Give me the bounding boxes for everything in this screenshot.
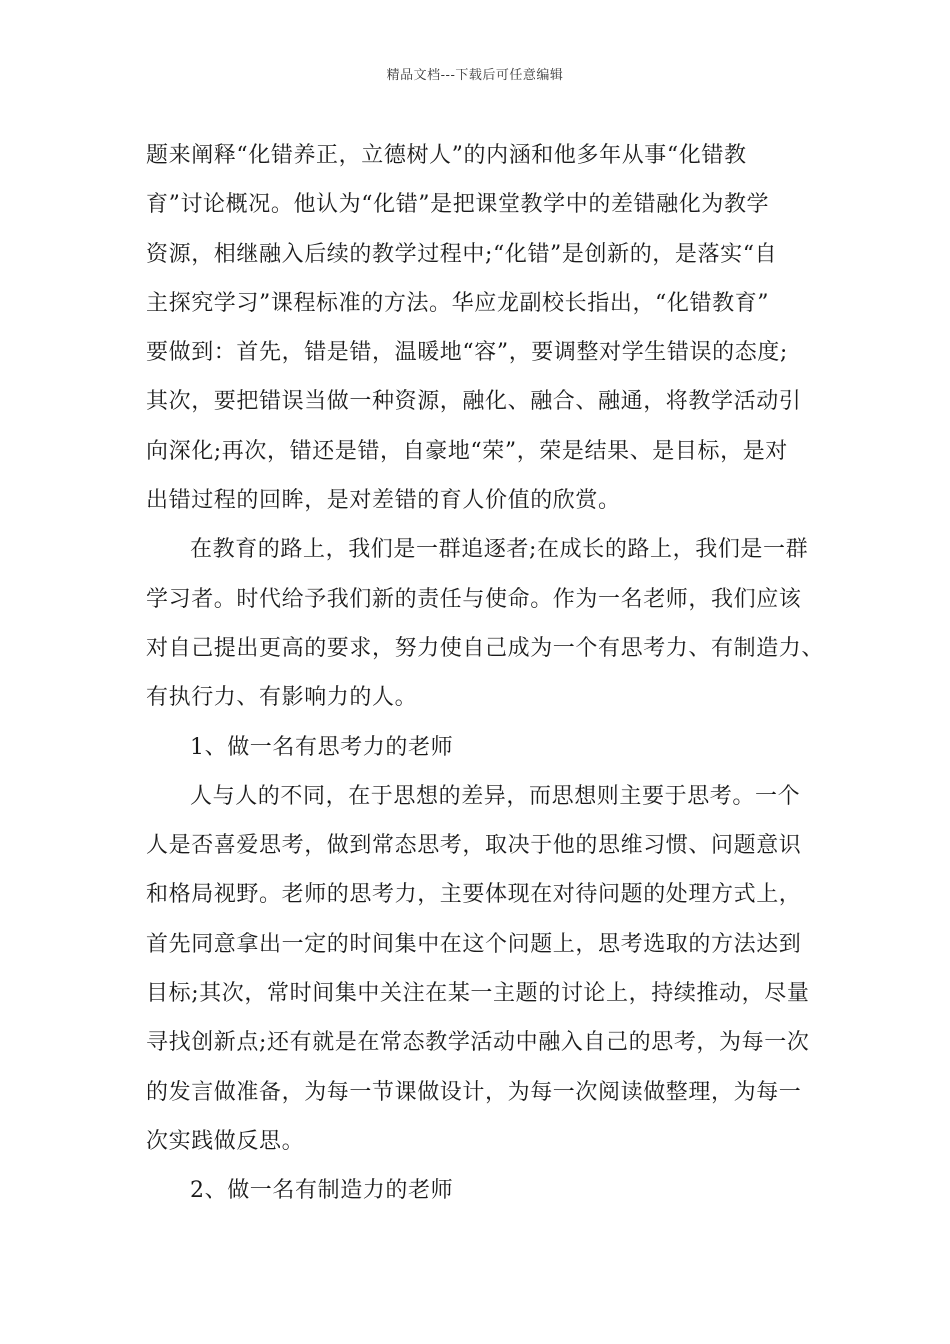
text-line: 寻找创新点;还有就是在常态教学活动中融入自己的思考，为每一次: [146, 1030, 810, 1056]
text-line: 对自己提出更高的要求，努力使自己成为一个有思考力、有制造力、: [146, 635, 825, 661]
text-line: 人是否喜爱思考，做到常态思考，取决于他的思维习惯、问题意识: [146, 833, 802, 859]
text-line: 有执行力、有影响力的人。: [146, 685, 418, 711]
text-line: 要做到：首先，错是错，温暖地“容”，要调整对学生错误的态度;: [146, 340, 788, 366]
text-line: 学习者。时代给予我们新的责任与使命。作为一名老师，我们应该: [146, 586, 802, 612]
text-line: 在教育的路上，我们是一群追逐者;在成长的路上，我们是一群: [190, 537, 809, 563]
page-header: 精品文档---下载后可任意编辑: [386, 68, 564, 83]
text-line: 的发言做准备，为每一节课做设计，为每一次阅读做整理，为每一: [146, 1079, 802, 1105]
text-line: 出错过程的回眸，是对差错的育人价值的欣赏。: [146, 488, 621, 514]
text-line: 其次，要把错误当做一种资源，融化、融合、融通，将教学活动引: [146, 389, 802, 415]
text-line: 和格局视野。老师的思考力，主要体现在对待问题的处理方式上，: [146, 882, 802, 908]
text-line: 育”讨论概况。他认为“化错”是把课堂教学中的差错融化为教学: [146, 192, 770, 218]
text-line: 目标;其次，常时间集中关注在某一主题的讨论上，持续推动，尽量: [146, 981, 810, 1007]
section-heading: 1、做一名有思考力的老师: [190, 734, 454, 760]
section-heading: 2、做一名有制造力的老师: [190, 1178, 454, 1204]
text-line: 首先同意拿出一定的时间集中在这个问题上，思考选取的方法达到: [146, 931, 802, 957]
text-line: 人与人的不同，在于思想的差异，而思想则主要于思考。一个: [190, 783, 801, 809]
document-body: [146, 131, 826, 1216]
text-line: 资源，相继融入后续的教学过程中;“化错”是创新的，是落实“自: [146, 241, 778, 267]
text-line: 题来阐释“化错养正，立德树人”的内涵和他多年从事“化错教: [146, 143, 747, 168]
text-line: 主探究学习”课程标准的方法。华应龙副校长指出，“化错教育”: [146, 290, 770, 316]
text-line: 次实践做反思。: [146, 1128, 305, 1154]
text-line: 向深化;再次，错还是错，自豪地“荣”，荣是结果、是目标，是对: [146, 438, 788, 464]
